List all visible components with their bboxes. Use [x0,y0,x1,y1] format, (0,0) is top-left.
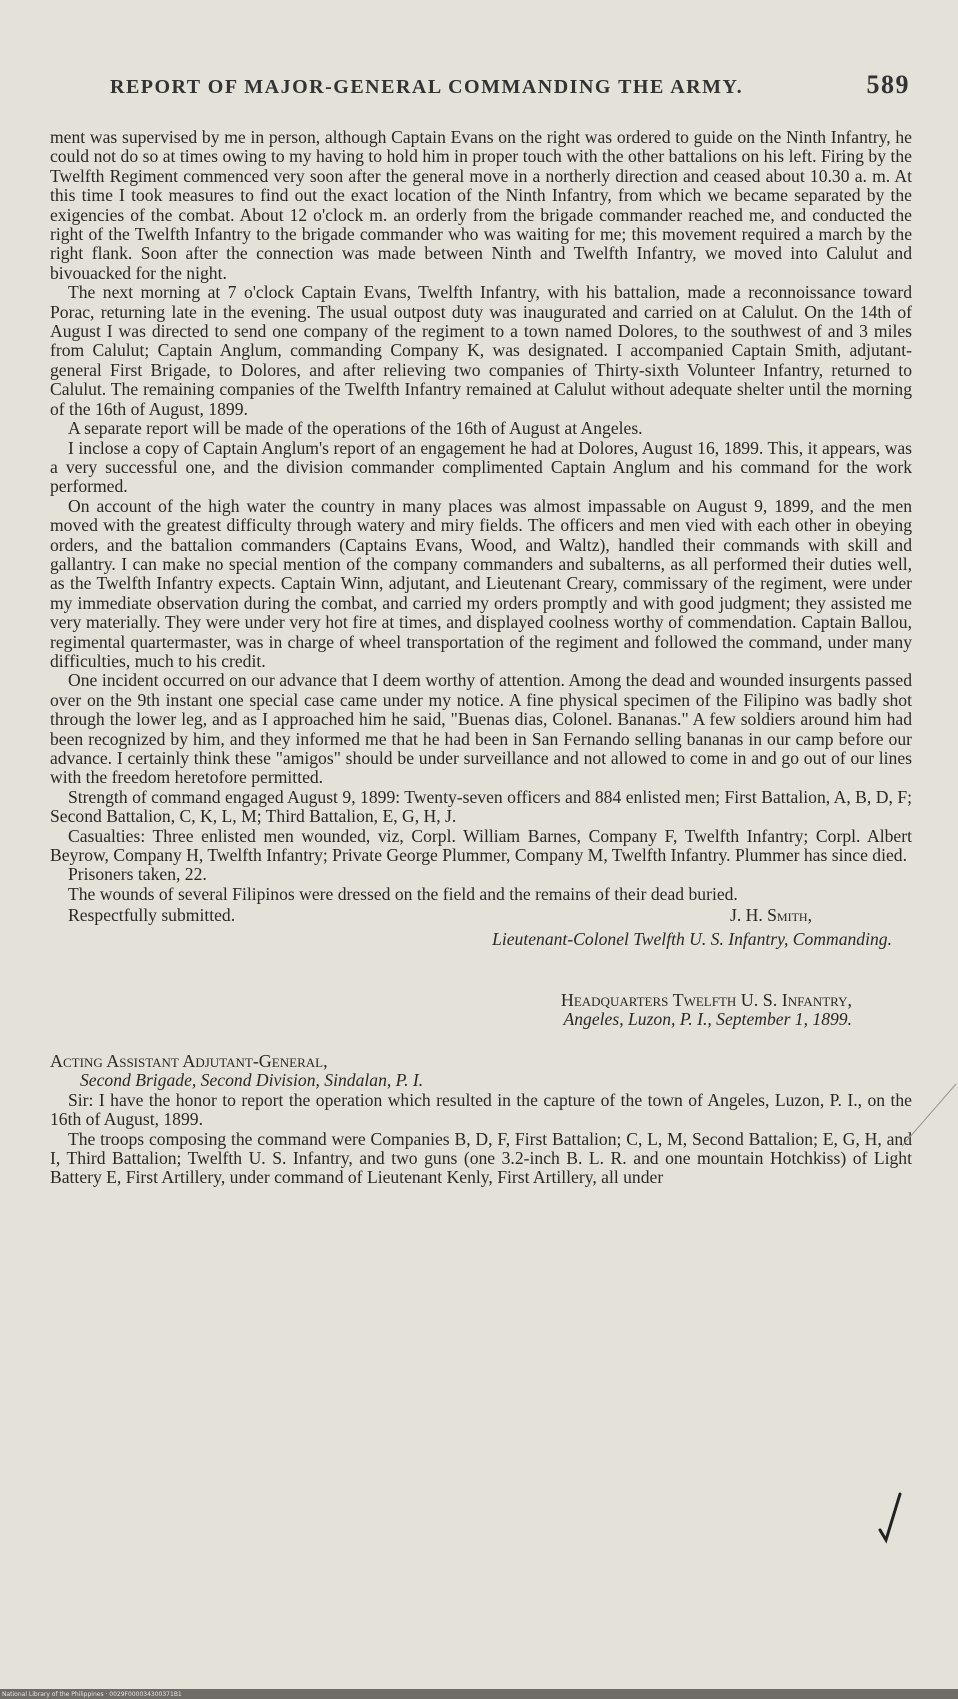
paragraph: On account of the high water the country in many places was almost impassable on August 9, 1899, and the men moved with the greatest difficulty through watery and miry fields. The officers and men vied with each other in obeying orders, and the battalion commanders (Captains Evans, Wood, and Waltz), handled their commands with skill and gallantry. I can make no special mention of the company commanders and subalterns, as all performed their duties well, as the Twelfth Infantry expects. Captain Winn, adjutant, and Lieutenant Creary, commissary of the regiment, were under my immediate observation during the combat, and carried my orders promptly and with good judgment; they assisted me very materially. They were under very hot fire at times, and displayed coolness worthy of commendation. Captain Ballou, regimental quartermaster, was in charge of wheel transportation of the regiment and followed the command, under many difficulties, much to his credit. [50,495,912,671]
report-body [50,128,912,1188]
paragraph: ment was supervised by me in person, although Captain Evans on the right was ordered to guide on the Ninth Infantry, he could not do so at times owing to my having to hold him in proper touch with the other battalions on his left. Firing by the Twelfth Regiment commenced very soon after the general move in a northerly direction and ceased about 10.30 a. m. At this time I took measures to find out the exact location of the Ninth Infantry, from which we became separated by the exigencies of the combat. About 12 o'clock m. an orderly from the brigade commander reached me, and conducted the right of the Twelfth Infantry to the brigade commander who was waiting for me; this movement required a march by the right flank. Soon after the connection was made between Ninth and Twelfth Infantry, we moved into Calulut and bivouacked for the night. [50,127,912,283]
paragraph: Strength of command engaged August 9, 1899: Twenty-seven officers and 884 enlisted men; First Battalion, A, B, D, F; Second Battalion, C, K, L, M; Third Battalion, E, G, H, J. [50,786,912,827]
running-header [110,70,910,100]
margin-pencil-mark [900,1080,958,1150]
paragraph: The troops composing the command were Companies B, D, F, First Battalion; C, L, M, Second Battalion; E, G, H, and I, Third Battalion; Twelfth U. S. Infantry, and two guns (one 3.2-inch B. L. R. and one mountain Hotchkiss) of Light Battery E, First Artillery, under command of Lieutenant Kenly, First Artillery, all under [50,1128,912,1188]
paragraph: One incident occurred on our advance that I deem worthy of attention. Among the dead and wounded insurgents passed over on the 9th instant one special case came under my notice. A fine physical specimen of the Filipino was badly shot through the lower leg, and as I approached him he said, "Buenas dias, Colonel. Bananas." A few soldiers around him had been recognized by him, and they informed me that he had been in San Fernando selling bananas in our camp before our advance. I certainly think these "amigos" should be under surveillance and not allowed to come in and go out of our lines with the freedom heretofore permitted. [50,670,912,788]
addressee-line: Acting Assistant Adjutant-General, [50,1050,328,1071]
signer-name: J. H. Smith, [730,905,812,926]
paragraph: Sir: I have the honor to report the operation which resulted in the capture of the town of Angeles, Luzon, P. I., on the 16th of August, 1899. [50,1089,912,1130]
paragraph: I inclose a copy of Captain Anglum's report of an engagement he had at Dolores, August 16, 1899. This, it appears, was a very successful one, and the division commander complimented Captain Anglum and his command for the work performed. [50,437,912,497]
signature-row [50,906,912,925]
closing-salutation: Respectfully submitted. [68,905,236,926]
paragraph: The wounds of several Filipinos were dressed on the field and the remains of their dead buried. [68,883,738,904]
header-title: REPORT OF MAJOR-GENERAL COMMANDING THE ARMY. [110,76,744,98]
paragraph: A separate report will be made of the operations of the 16th of August at Angeles. [68,418,643,439]
footer-strip [0,1689,958,1699]
paragraph: The next morning at 7 o'clock Captain Evans, Twelfth Infantry, with his battalion, made a reconnoissance toward Porac, returning late in the evening. The usual outpost duty was inaugurated and carried on at Calulut. On the 14th of August I was directed to send one company of the regiment to a town named Dolores, to the southwest of and 3 miles from Calulut; Captain Anglum, commanding Company K, was designated. I accompanied Captain Smith, adjutant-general First Brigade, to Dolores, and after relieving two companies of Thirty-sixth Volunteer Infantry, returned to Calulut. The remaining companies of the Twelfth Infantry remained at Calulut without adequate shelter until the morning of the 16th of August, 1899. [50,282,912,419]
page-number: 589 [866,70,910,99]
paragraph: Casualties: Three enlisted men wounded, viz, Corpl. William Barnes, Company F, Twelfth Infantry; Corpl. Albert Beyrow, Company H, Twelfth Infantry; Private George Plummer, Company M, Twelfth Infantry. Plummer has since died. [50,825,912,866]
ink-check-mark [876,1490,904,1544]
signer-title: Lieutenant-Colonel Twelfth U. S. Infantry, Commanding. [492,928,892,949]
headquarters-line: Headquarters Twelfth U. S. Infantry, [560,990,852,1011]
place-date-line: Angeles, Luzon, P. I., September 1, 1899. [563,1009,852,1030]
paragraph: Prisoners taken, 22. [68,864,207,885]
addressee-subline: Second Brigade, Second Division, Sindalan, P. I. [80,1070,424,1091]
footer-text: National Library of the Philippines · 0029F000034300371B1 [2,1691,182,1698]
